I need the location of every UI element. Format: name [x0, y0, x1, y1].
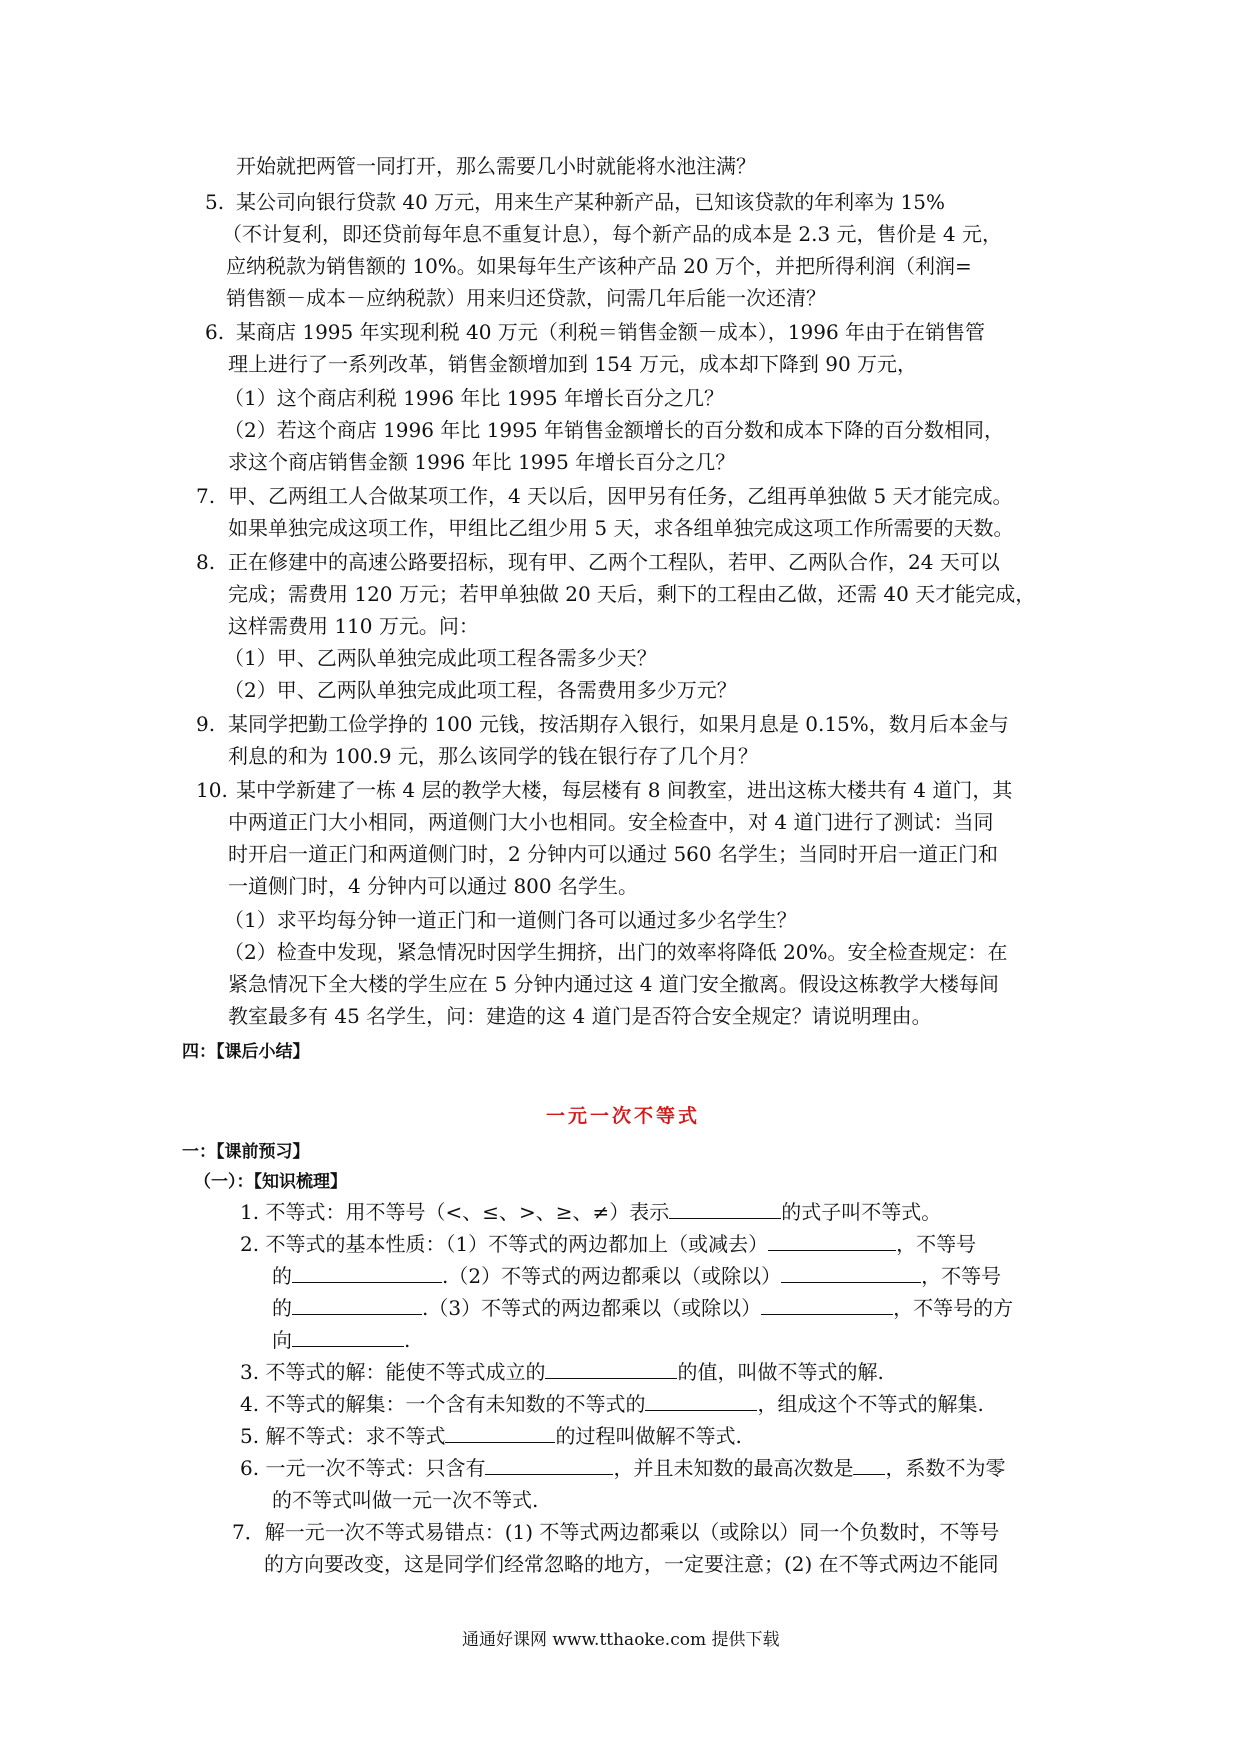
question-7-number: 7. — [196, 484, 216, 508]
question-7-line: 如果单独完成这项工作，甲组比乙组少用 5 天，求各组单独完成这项工作所需要的天数。 — [228, 516, 1014, 540]
question-6-line: 理上进行了一系列改革，销售金额增加到 154 万元，成本却下降到 90 万元， — [228, 352, 918, 376]
question-5-line: 某公司向银行贷款 40 万元，用来生产某种新产品，已知该贷款的年利率为 15% — [236, 190, 945, 214]
question-7-line: 甲、乙两组工人合做某项工作，4 天以后，因甲另有任务，乙组再单独做 5 天才能完成。 — [228, 484, 1013, 508]
question-10-part2: （2）检查中发现，紧急情况时因学生拥挤，出门的效率将降低 20%。安全检查规定：在 — [224, 940, 1008, 964]
question-9-number: 9. — [196, 712, 216, 736]
knowledge-item-4: 4. 不等式的解集：一个含有未知数的不等式的 ，组成这个不等式的解集. — [240, 1392, 984, 1416]
knowledge-item-6: 6. 一元一次不等式：只含有 ，并且未知数的最高次数是 ，系数不为零 — [240, 1456, 1006, 1480]
fill-blank[interactable] — [292, 1264, 442, 1283]
knowledge-item-2-cont: 的 .（2）不等式的两边都乘以（或除以） ，不等号 — [272, 1264, 1002, 1288]
question-8-line: 这样需费用 110 万元。问： — [228, 614, 479, 638]
page-title: 一元一次不等式 — [546, 1105, 701, 1127]
fill-blank[interactable] — [781, 1264, 921, 1283]
question-6-number: 6. — [205, 320, 225, 344]
fill-blank[interactable] — [292, 1328, 404, 1347]
knowledge-item-2: 2. 不等式的基本性质：（1）不等式的两边都加上（或减去） ，不等号 — [240, 1232, 977, 1256]
question-8-line: 完成；需费用 120 万元；若甲单独做 20 天后，剩下的工程由乙做，还需 40 天才能完成， — [228, 582, 1036, 606]
fill-blank[interactable] — [292, 1296, 422, 1315]
question-8-line: 正在修建中的高速公路要招标，现有甲、乙两个工程队，若甲、乙两队合作，24 天可以 — [228, 550, 1000, 574]
page-footer: 通通好课网 www.tthaoke.com 提供下载 — [462, 1630, 780, 1650]
fill-blank[interactable] — [853, 1456, 885, 1475]
section-1-heading: 一：【课前预习】 — [182, 1142, 310, 1162]
question-10-line: 某中学新建了一栋 4 层的教学大楼，每层楼有 8 间教室，进出这栋大楼共有 4 道门，其 — [236, 778, 1013, 802]
knowledge-item-1: 1. 不等式：用不等号（<、≤、>、≥、≠）表示 的式子叫不等式。 — [240, 1200, 942, 1224]
question-9-line: 某同学把勤工俭学挣的 100 元钱，按活期存入银行，如果月息是 0.15%，数月后本金与 — [228, 712, 1009, 736]
question-5-line: 销售额－成本－应纳税款）用来归还贷款，问需几年后能一次还清？ — [226, 286, 826, 310]
question-10-part1: （1）求平均每分钟一道正门和一道侧门各可以通过多少名学生？ — [224, 908, 797, 932]
fill-blank[interactable] — [485, 1456, 613, 1475]
knowledge-item-7-cont: 的方向要改变，这是同学们经常忽略的地方，一定要注意；(2) 在不等式两边不能同 — [264, 1552, 999, 1576]
fill-blank[interactable] — [669, 1200, 781, 1219]
question-5-number: 5. — [205, 190, 225, 214]
question-8-number: 8. — [196, 550, 216, 574]
knowledge-item-2-cont: 的 .（3）不等式的两边都乘以（或除以） ，不等号的方 — [272, 1296, 1014, 1320]
fill-blank[interactable] — [445, 1424, 555, 1443]
question-10-line: 中两道正门大小相同，两道侧门大小也相同。安全检查中，对 4 道门进行了测试：当同 — [228, 810, 994, 834]
subsection-1-heading: （一）：【知识梳理】 — [194, 1172, 347, 1192]
knowledge-item-5: 5. 解不等式：求不等式 的过程叫做解不等式. — [240, 1424, 742, 1448]
question-5-line: （不计复利，即还贷前每年息不重复计息），每个新产品的成本是 2.3 元，售价是 4 元， — [222, 222, 1002, 246]
question-10-line: 时开启一道正门和两道侧门时，2 分钟内可以通过 560 名学生；当同时开启一道正门和 — [228, 842, 998, 866]
knowledge-item-2-cont: 向 . — [272, 1328, 411, 1352]
knowledge-item-3: 3. 不等式的解：能使不等式成立的 的值，叫做不等式的解. — [240, 1360, 884, 1384]
question-6-line: 某商店 1995 年实现利税 40 万元（利税＝销售金额－成本），1996 年由于在销售管 — [236, 320, 986, 344]
fill-blank[interactable] — [768, 1232, 896, 1251]
question-6-line: 求这个商店销售金额 1996 年比 1995 年增长百分之几？ — [228, 450, 736, 474]
fill-blank[interactable] — [645, 1392, 757, 1411]
question-8-part1: （1）甲、乙两队单独完成此项工程各需多少天？ — [224, 646, 657, 670]
question-10-line: 紧急情况下全大楼的学生应在 5 分钟内通过这 4 道门安全撤离。假设这栋教学大楼每间 — [228, 972, 999, 996]
question-6-part1: （1）这个商店利税 1996 年比 1995 年增长百分之几？ — [224, 386, 724, 410]
fill-blank[interactable] — [761, 1296, 893, 1315]
question-9-line: 利息的和为 100.9 元，那么该同学的钱在银行存了几个月？ — [228, 744, 758, 768]
question-8-part2: （2）甲、乙两队单独完成此项工程，各需费用多少万元？ — [224, 678, 737, 702]
question-5-line: 应纳税款为销售额的 10%。如果每年生产该种产品 20 万个，并把所得利润（利润= — [226, 254, 972, 278]
knowledge-item-6-cont: 的不等式叫做一元一次不等式. — [272, 1488, 539, 1512]
q4-continuation: 开始就把两管一同打开，那么需要几小时就能将水池注满？ — [236, 154, 756, 178]
question-6-part2: （2）若这个商店 1996 年比 1995 年销售金额增长的百分数和成本下降的百分数相同， — [224, 418, 1004, 442]
knowledge-item-7: 7．解一元一次不等式易错点：(1) 不等式两边都乘以（或除以）同一个负数时，不等号 — [232, 1520, 1000, 1544]
question-10-line: 教室最多有 45 名学生，问：建造的这 4 道门是否符合安全规定？请说明理由。 — [228, 1004, 932, 1028]
fill-blank[interactable] — [545, 1360, 677, 1379]
question-10-number: 10. — [196, 778, 228, 802]
question-10-line: 一道侧门时，4 分钟内可以通过 800 名学生。 — [228, 874, 638, 898]
section-4-heading: 四：【课后小结】 — [182, 1042, 310, 1062]
